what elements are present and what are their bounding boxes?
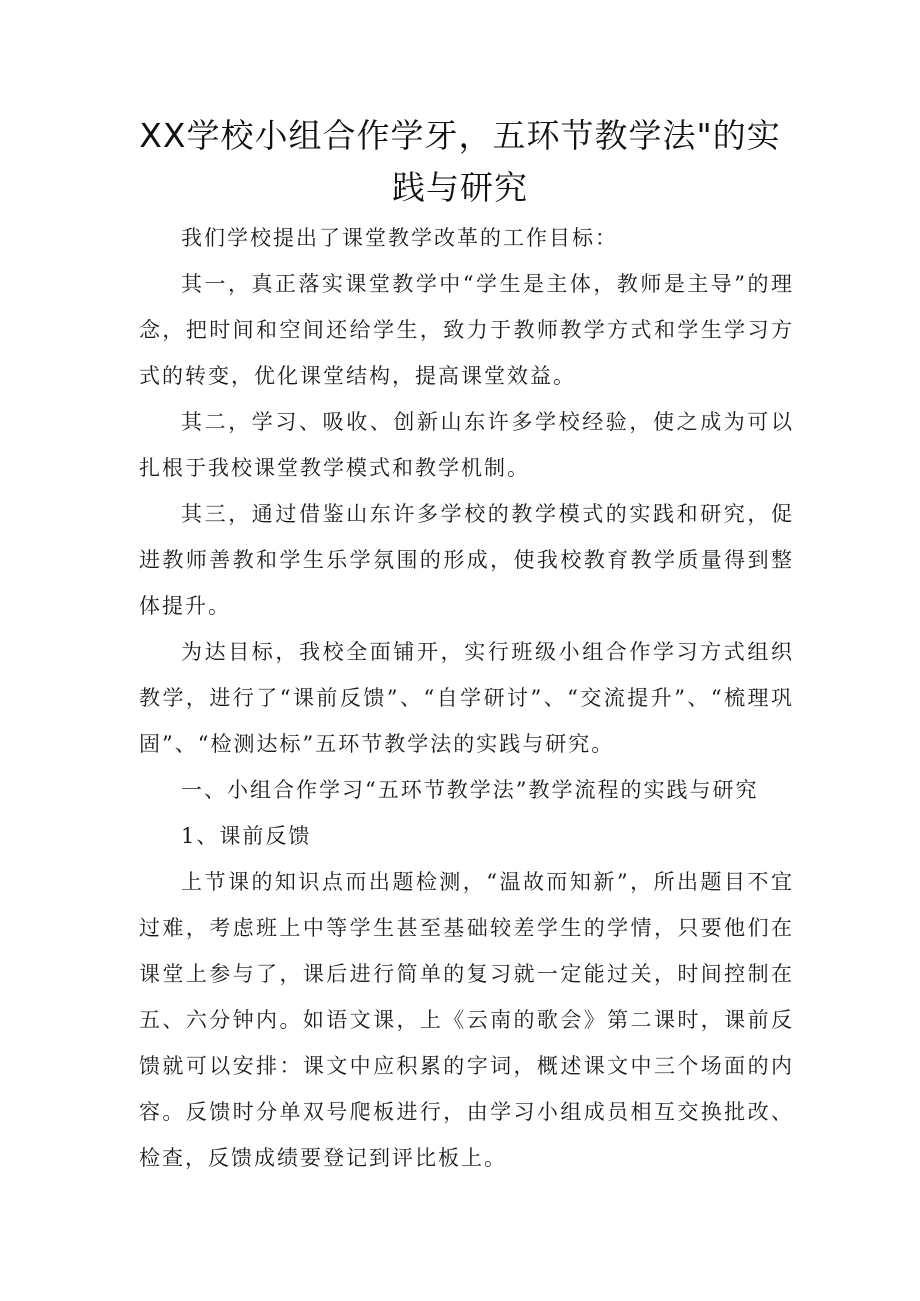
paragraph-goal-2: 其二，学习、吸收、创新山东许多学校经验，使之成为可以扎根于我校课堂教学模式和教学机制。: [139, 410, 794, 480]
paragraph-feedback: 上节课的知识点而出题检测，“温故而知新”，所出题目不宜过难，考虑班上中等学生甚至基础较差学生的学情，只要他们在课堂上参与了，课后进行简单的复习就一定能过关，时间控制在五、六分钟内。如语文课，上《云南的歌会》第二课时，课前反馈就可以安排：课文中应积累的字词，概述课文中三个场面的内容。反馈时分单双号爬板进行，由学习小组成员相互交换批改、检查，反馈成绩要登记到评比板上。: [139, 870, 794, 1170]
title-line-1: XX学校小组合作学牙，五环节教学法"的实: [139, 116, 781, 155]
paragraph-goal-3: 其三，通过借鉴山东许多学校的教学模式的实践和研究，促进教师善教和学生乐学氛围的形成，使我校教育教学质量得到整体提升。: [139, 502, 794, 618]
title-line-2: 践与研究: [392, 168, 528, 207]
paragraph-goal-1: 其一，真正落实课堂教学中“学生是主体，教师是主导”的理念，把时间和空间还给学生，致力于教师教学方式和学生学习方式的转变，优化课堂结构，提高课堂效益。: [139, 272, 794, 388]
paragraph-approach: 为达目标，我校全面铺开，实行班级小组合作学习方式组织教学，进行了“课前反馈”、“自学研讨”、“交流提升”、“梳理巩固”、“检测达标”五环节教学法的实践与研究。: [139, 640, 794, 756]
subsection-heading-1: 1、课前反馈: [181, 824, 312, 848]
section-heading-1: 一、小组合作学习“五环节教学法”教学流程的实践与研究: [181, 778, 759, 802]
paragraph-intro: 我们学校提出了课堂教学改革的工作目标：: [181, 226, 618, 250]
document-title: [120, 110, 800, 214]
document-body: [139, 215, 794, 1181]
